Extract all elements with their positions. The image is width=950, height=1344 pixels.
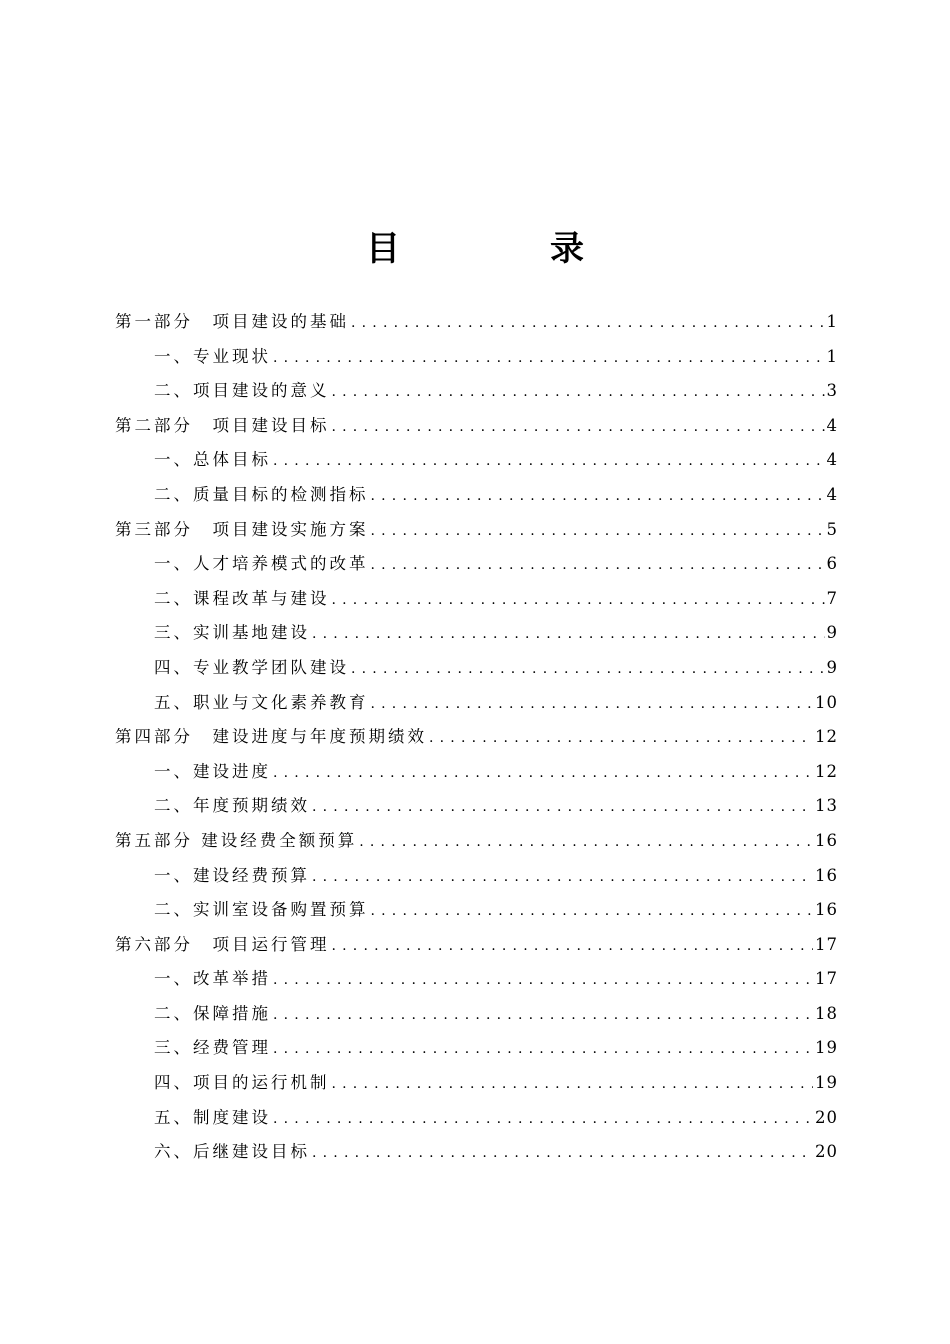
toc-dot-leader — [371, 479, 825, 513]
toc-entry-label: 第二部分 项目建设目标 — [115, 415, 330, 435]
toc-dot-leader — [332, 583, 825, 617]
toc-entry[interactable] — [115, 651, 838, 686]
toc-entry-page: 20 — [815, 1142, 838, 1162]
toc-entry-label: 一、改革举措 — [154, 969, 271, 989]
toc-entry-page: 16 — [815, 900, 838, 920]
toc-dot-leader — [332, 375, 825, 409]
toc-entry-label: 五、职业与文化素养教育 — [154, 692, 369, 712]
toc-entry-page: 1 — [826, 312, 838, 331]
toc-entry[interactable] — [115, 720, 838, 755]
toc-entry-label: 二、项目建设的意义 — [154, 381, 330, 401]
toc-dot-leader — [273, 756, 813, 790]
toc-dot-leader — [273, 1032, 813, 1066]
toc-entry-page: 19 — [815, 1038, 838, 1058]
toc-entry[interactable] — [115, 859, 838, 894]
toc-entry-label: 六、后继建设目标 — [154, 1142, 310, 1162]
toc-dot-leader — [371, 548, 825, 582]
toc-entry-page: 1 — [826, 346, 838, 366]
toc-entry[interactable] — [115, 374, 838, 409]
toc-entry-label: 二、质量目标的检测指标 — [154, 484, 369, 504]
toc-entry-page: 4 — [826, 484, 838, 504]
toc-entry-page: 3 — [826, 381, 838, 401]
toc-dot-leader — [332, 410, 825, 444]
toc-entry-label: 一、人才培养模式的改革 — [154, 554, 369, 574]
toc-entry-page: 16 — [815, 830, 838, 850]
toc-dot-leader — [351, 306, 825, 340]
toc-entry[interactable] — [115, 1101, 838, 1136]
toc-entry-label: 五、制度建设 — [154, 1107, 271, 1127]
toc-entry[interactable] — [115, 513, 838, 548]
toc-dot-leader — [332, 929, 814, 963]
toc-entry-page: 13 — [815, 796, 838, 816]
toc-entry[interactable] — [115, 1066, 838, 1101]
toc-dot-leader — [312, 790, 813, 824]
toc-entry-page: 6 — [826, 554, 838, 574]
toc-dot-leader — [273, 341, 825, 375]
toc-entry-label: 二、年度预期绩效 — [154, 796, 310, 816]
toc-entry-page: 4 — [826, 415, 838, 435]
toc-entry-page: 17 — [815, 934, 838, 954]
toc-dot-leader — [312, 1136, 813, 1170]
toc-entry-label: 一、专业现状 — [154, 346, 271, 366]
toc-entry-page: 20 — [815, 1107, 838, 1127]
toc-entry-label: 二、实训室设备购置预算 — [154, 900, 369, 920]
toc-entry-label: 第五部分 建设经费全额预算 — [115, 830, 358, 850]
toc-entry[interactable] — [115, 305, 838, 340]
toc-dot-leader — [351, 652, 825, 686]
toc-entry-label: 二、课程改革与建设 — [154, 588, 330, 608]
toc-dot-leader — [273, 998, 813, 1032]
toc-entry-label: 第六部分 项目运行管理 — [115, 934, 330, 954]
toc-dot-leader — [371, 894, 814, 928]
toc-dot-leader — [332, 1067, 814, 1101]
toc-dot-leader — [273, 444, 825, 478]
toc-entry-label: 一、建设经费预算 — [154, 865, 310, 885]
toc-entry-label: 三、经费管理 — [154, 1038, 271, 1058]
toc-entry-page: 7 — [826, 588, 838, 608]
toc-dot-leader — [359, 825, 813, 859]
toc-entry-page: 9 — [826, 657, 838, 677]
toc-entry-label: 第一部分 项目建设的基础 — [115, 312, 349, 331]
toc-entry-page: 18 — [815, 1003, 838, 1023]
toc-entry[interactable] — [115, 824, 838, 859]
toc-entry-page: 19 — [815, 1073, 838, 1093]
toc-entry-page: 12 — [815, 761, 838, 781]
table-of-contents — [115, 305, 838, 1170]
toc-entry-label: 第三部分 项目建设实施方案 — [115, 519, 369, 539]
toc-entry-page: 9 — [826, 623, 838, 643]
toc-entry[interactable] — [115, 928, 838, 963]
toc-dot-leader — [273, 1102, 813, 1136]
toc-entry[interactable] — [115, 547, 838, 582]
toc-entry-page: 17 — [815, 969, 838, 989]
toc-dot-leader — [371, 687, 814, 721]
toc-entry-page: 10 — [815, 692, 838, 712]
toc-entry-label: 二、保障措施 — [154, 1003, 271, 1023]
toc-entry[interactable] — [115, 340, 838, 375]
toc-entry[interactable] — [115, 789, 838, 824]
toc-entry[interactable] — [115, 997, 838, 1032]
toc-entry-page: 5 — [826, 519, 838, 539]
toc-entry-page: 12 — [815, 727, 838, 747]
toc-entry-label: 第四部分 建设进度与年度预期绩效 — [115, 727, 427, 747]
toc-entry[interactable] — [115, 1135, 838, 1170]
toc-title: 目 录 — [366, 229, 642, 269]
toc-entry-page: 4 — [826, 450, 838, 470]
toc-entry[interactable] — [115, 962, 838, 997]
toc-entry-page: 16 — [815, 865, 838, 885]
toc-entry[interactable] — [115, 755, 838, 790]
toc-entry-label: 一、总体目标 — [154, 450, 271, 470]
toc-entry[interactable] — [115, 478, 838, 513]
toc-entry-label: 三、实训基地建设 — [154, 623, 310, 643]
toc-entry[interactable] — [115, 893, 838, 928]
toc-entry-label: 一、建设进度 — [154, 761, 271, 781]
toc-entry[interactable] — [115, 443, 838, 478]
toc-entry[interactable] — [115, 1031, 838, 1066]
toc-entry-label: 四、专业教学团队建设 — [154, 657, 349, 677]
toc-entry[interactable] — [115, 582, 838, 617]
toc-dot-leader — [312, 860, 813, 894]
toc-entry[interactable] — [115, 409, 838, 444]
toc-dot-leader — [429, 721, 813, 755]
toc-entry[interactable] — [115, 686, 838, 721]
toc-entry-label: 四、项目的运行机制 — [154, 1073, 330, 1093]
toc-dot-leader — [273, 963, 813, 997]
toc-dot-leader — [312, 617, 825, 651]
toc-dot-leader — [371, 514, 825, 548]
toc-entry[interactable] — [115, 616, 838, 651]
